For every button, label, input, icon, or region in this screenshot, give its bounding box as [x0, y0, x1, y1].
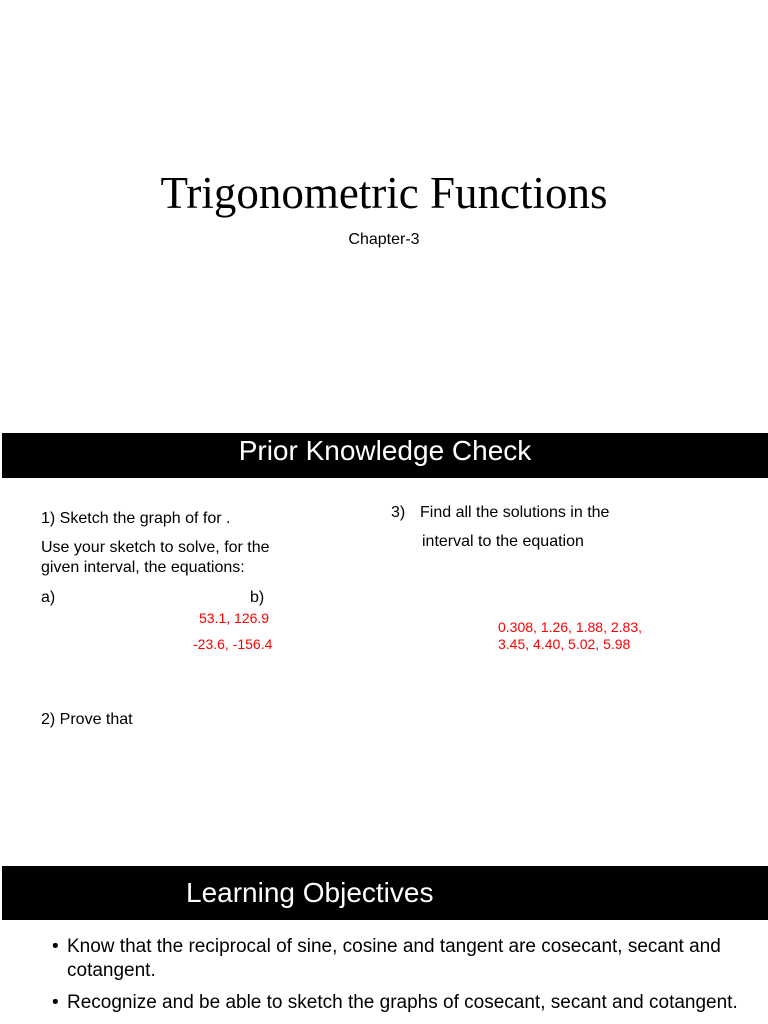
objective-item [52, 935, 752, 983]
objective-item [52, 991, 752, 1015]
question-3-prompt-line2: interval to the equation [422, 533, 584, 550]
answer-3-line1: 0.308, 1.26, 1.88, 2.83, [498, 619, 643, 635]
learning-objectives-header [2, 866, 768, 920]
bullet-icon: • [52, 992, 59, 1013]
question-2-prompt: 2) Prove that [41, 711, 133, 728]
bullet-icon: • [52, 936, 59, 957]
title-slide [0, 0, 768, 432]
prior-knowledge-heading: Prior Knowledge Check [238, 435, 532, 466]
question-3-prompt-line1: Find all the solutions in the [420, 504, 610, 521]
question-1-instruction-line2: given interval, the equations: [41, 559, 245, 576]
question-1-prompt: 1) Sketch the graph of for . [41, 510, 231, 527]
answer-3-line2: 3.45, 4.40, 5.02, 5.98 [498, 636, 631, 652]
question-1-part-a-label: a) [41, 589, 56, 606]
question-1-part-b-label: b) [250, 589, 265, 606]
answer-1b: -23.6, -156.4 [193, 636, 273, 652]
question-3-number: 3) [391, 504, 406, 521]
question-1-instruction-line1: Use your sketch to solve, for the [41, 539, 270, 556]
chapter-subtitle: Chapter-3 [348, 231, 420, 248]
prior-knowledge-header [2, 433, 768, 478]
learning-objectives-heading: Learning Objectives [186, 877, 434, 908]
page-title: Trigonometric Functions [160, 168, 608, 218]
answer-1a: 53.1, 126.9 [199, 610, 270, 626]
objective-text: Recognize and be able to sketch the graphs of cosecant, secant and cotangent. [67, 992, 738, 1013]
objective-text: Know that the reciprocal of sine, cosine and tangent are cosecant, secant and cotangent. [67, 936, 721, 981]
